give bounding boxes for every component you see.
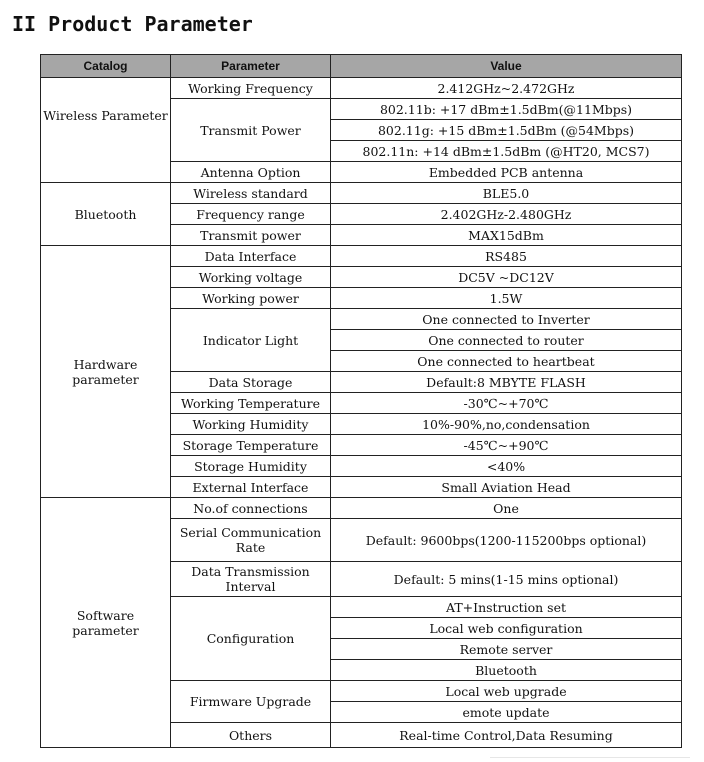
value-serial-rate: Default: 9600bps(1200-115200bps optional) [331,519,682,562]
param-frequency-range: Frequency range [171,204,331,225]
param-others: Others [171,723,331,748]
param-working-frequency: Working Frequency [171,78,331,99]
catalog-hardware: Hardware parameter [41,246,171,498]
catalog-wireless: Wireless Parameter [41,78,171,183]
param-data-interval: Data Transmission Interval [171,562,331,597]
footer-divider [490,757,690,758]
value-others: Real-time Control,Data Resuming [331,723,682,748]
param-data-interface: Data Interface [171,246,331,267]
value-working-humidity: 10%-90%,no,condensation [331,414,682,435]
value-config-1: AT+Instruction set [331,597,682,618]
value-transmit-power-g: 802.11g: +15 dBm±1.5dBm (@54Mbps) [331,120,682,141]
param-indicator-light: Indicator Light [171,309,331,372]
table-header-row [41,55,682,78]
value-working-frequency: 2.412GHz~2.472GHz [331,78,682,99]
value-indicator-1: One connected to Inverter [331,309,682,330]
param-transmit-power: Transmit Power [171,99,331,162]
value-bt-transmit-power: MAX15dBm [331,225,682,246]
param-working-power: Working power [171,288,331,309]
value-no-of-connections: One [331,498,682,519]
param-configuration: Configuration [171,597,331,681]
table-row [41,183,682,204]
param-no-of-connections: No.of connections [171,498,331,519]
param-external-interface: External Interface [171,477,331,498]
page-title: II Product Parameter [12,12,253,36]
param-working-voltage: Working voltage [171,267,331,288]
value-frequency-range: 2.402GHz-2.480GHz [331,204,682,225]
header-catalog: Catalog [41,55,171,78]
param-working-humidity: Working Humidity [171,414,331,435]
value-data-storage: Default:8 MBYTE FLASH [331,372,682,393]
value-transmit-power-n: 802.11n: +14 dBm±1.5dBm (@HT20, MCS7) [331,141,682,162]
catalog-software: Software parameter [41,498,171,748]
value-indicator-3: One connected to heartbeat [331,351,682,372]
param-firmware-upgrade: Firmware Upgrade [171,681,331,723]
table-row [41,246,682,267]
value-indicator-2: One connected to router [331,330,682,351]
param-storage-humidity: Storage Humidity [171,456,331,477]
param-data-storage: Data Storage [171,372,331,393]
table-row [41,78,682,99]
param-wireless-standard: Wireless standard [171,183,331,204]
value-storage-temperature: -45℃~+90℃ [331,435,682,456]
value-storage-humidity: <40% [331,456,682,477]
value-working-temperature: -30℃~+70℃ [331,393,682,414]
param-serial-rate: Serial Communication Rate [171,519,331,562]
table-row [41,498,682,519]
value-external-interface: Small Aviation Head [331,477,682,498]
param-bt-transmit-power: Transmit power [171,225,331,246]
value-data-interface: RS485 [331,246,682,267]
param-antenna-option: Antenna Option [171,162,331,183]
param-storage-temperature: Storage Temperature [171,435,331,456]
value-working-voltage: DC5V ~DC12V [331,267,682,288]
value-config-3: Remote server [331,639,682,660]
value-antenna-option: Embedded PCB antenna [331,162,682,183]
value-wireless-standard: BLE5.0 [331,183,682,204]
header-value: Value [331,55,682,78]
product-parameter-table [40,54,682,748]
header-parameter: Parameter [171,55,331,78]
param-working-temperature: Working Temperature [171,393,331,414]
value-fw-1: Local web upgrade [331,681,682,702]
value-transmit-power-b: 802.11b: +17 dBm±1.5dBm(@11Mbps) [331,99,682,120]
value-data-interval: Default: 5 mins(1-15 mins optional) [331,562,682,597]
value-config-4: Bluetooth [331,660,682,681]
value-fw-2: emote update [331,702,682,723]
catalog-bluetooth: Bluetooth [41,183,171,246]
value-config-2: Local web configuration [331,618,682,639]
value-working-power: 1.5W [331,288,682,309]
